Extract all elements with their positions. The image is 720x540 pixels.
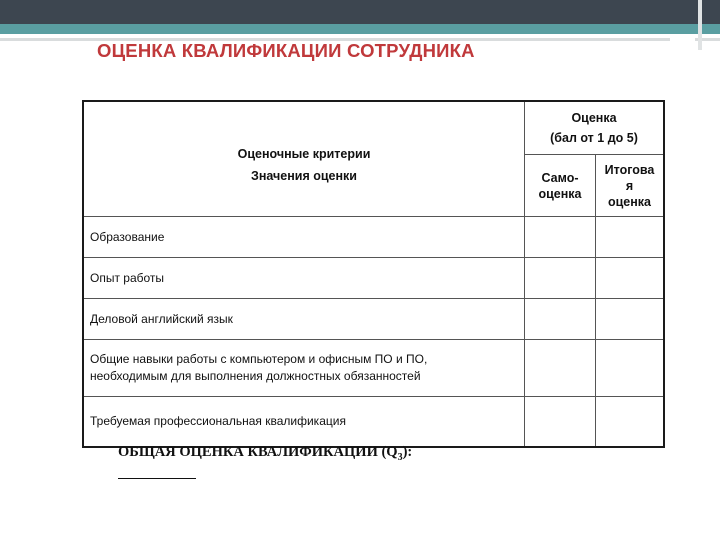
table-row [83,299,664,340]
score-header-line1: Оценка [571,111,617,125]
final-score-cell[interactable] [596,217,665,258]
criteria-header [83,101,525,217]
total-label-subscript: 3 [397,451,403,463]
self-score-cell[interactable] [525,299,596,340]
criterion-business-english [83,299,525,340]
self-assessment-header [525,155,596,217]
final-score-cell[interactable] [596,258,665,299]
evaluation-table [82,100,665,448]
final-score-cell[interactable] [596,397,665,447]
criterion-experience [83,258,525,299]
header-side-stripe [698,0,702,50]
final-score-cell[interactable] [596,299,665,340]
criterion-label-line1: Общие навыки работы с компьютером и офисным ПО и ПО, [90,352,428,366]
score-header [525,101,665,155]
header-band-teal [0,24,720,34]
total-label-text: ОБЩАЯ ОЦЕНКА КВАЛИФИКАЦИИ (Q [118,444,398,460]
criterion-label: Деловой английский язык [90,311,233,326]
criterion-label-line2: необходимым для выполнения должностных обязанностей [90,369,421,383]
table-row [83,217,664,258]
total-assessment-label [118,444,412,463]
table-row [83,397,664,447]
table-row [83,340,664,397]
criterion-professional-qualification [83,397,525,447]
final-score-cell[interactable] [596,340,665,397]
self-score-cell[interactable] [525,217,596,258]
criteria-header-line1: Оценочные критерии [237,147,371,161]
criterion-label: Требуемая профессиональная квалификация [90,413,346,428]
criterion-education [83,217,525,258]
score-header-line2: (бал от 1 до 5) [550,131,638,145]
self-header-line1: Само- [541,170,579,185]
final-header-line1: Итогова [604,162,655,177]
criteria-header-line2: Значения оценки [251,169,357,183]
self-header-line2: оценка [538,186,582,201]
final-assessment-header [596,155,665,217]
total-label-suffix: ): [402,444,413,460]
criterion-label: Образование [90,229,165,244]
header-band-dark [0,0,720,24]
table-row [83,258,664,299]
final-header-line3: оценка [607,194,652,209]
self-score-cell[interactable] [525,397,596,447]
page-title: ОЦЕНКА КВАЛИФИКАЦИИ СОТРУДНИКА [97,40,475,61]
final-header-line2: я [625,178,634,193]
self-score-cell[interactable] [525,340,596,397]
criterion-computer-skills [83,340,525,397]
total-answer-blank[interactable] [118,478,196,479]
self-score-cell[interactable] [525,258,596,299]
criterion-label: Опыт работы [90,270,165,285]
